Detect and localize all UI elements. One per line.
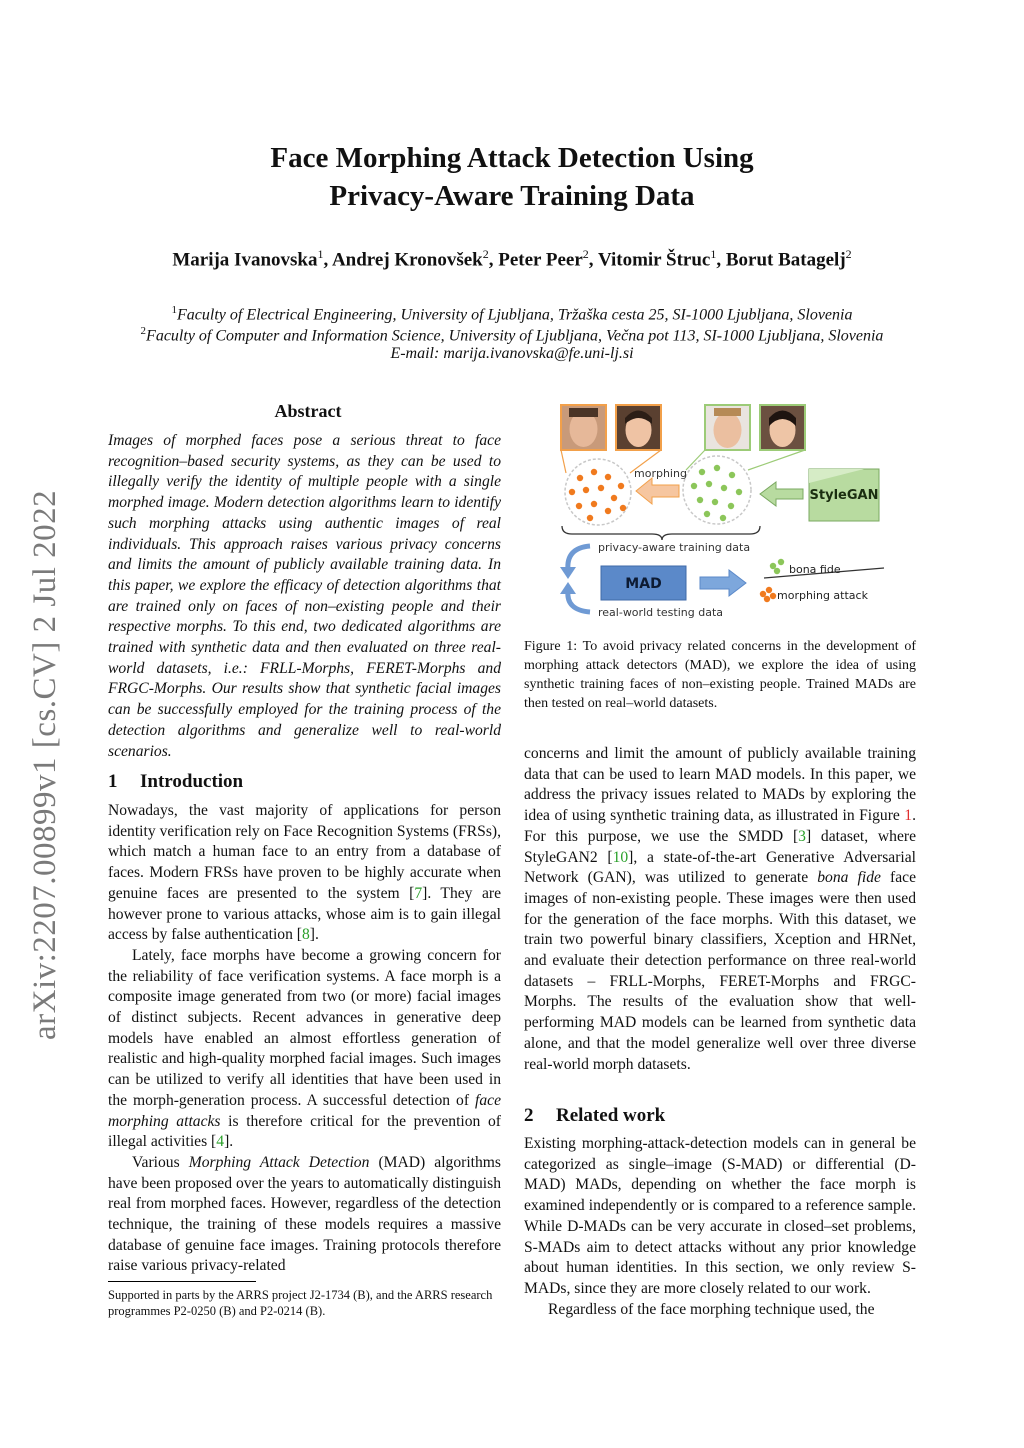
paragraph: Lately, face morphs have become a growing concern for the reliability of face verification systems. A face morph is a composite image generated from two (or more) facial images of distinct subjects. Recent advances in generative deep models have enabled an almost effortless generation of realistic and high-quality morphed facial images. Such images can be utilized to verify all identities that have been used in the morph-generation process. A successful detection of face morphing attacks is therefore critical for the prevention of illegal activities [4]. [108,946,501,1151]
section-title: Introduction [140,771,244,792]
author-affiliation-mark: 2 [582,247,589,261]
real-face-1-image [561,405,606,450]
testing-flow-arrow [568,591,590,612]
section-number: 2 [524,1105,534,1126]
mad-label: MAD [625,576,662,592]
training-flow-arrow [568,546,590,570]
citation-link[interactable]: 7 [414,884,423,902]
affiliation-text: Faculty of Electrical Engineering, University of Ljubljana, Tržaška cesta 25, SI-1000 Ljubljana, Slovenia [177,306,853,324]
paragraph: concerns and limit the amount of publicly available training data that can be used to learn MAD models. In this paper, we address the privacy issues related to MADs by exploring the idea of using synthetic training data, as illustrated in Figure 1. For this purpose, we use the SMDD [3] dataset, where StyleGAN2 [10], a state-of-the-art Generative Adversarial Network (GAN), was utilized to generate bona fide face images of non-existing people. These images were then used for the generation of the face morphs. With this dataset, we train two powerful binary classifiers, Xception and HRNet, and evaluate their detection performance on three real-world datasets – FRLL-Morphs, FERET-Morphs and FRGC-Morphs. The results of the evaluation show that well-performing MAD models can be learned from synthetic data alone, and that the model generalize well over three diverse real-world morph datasets. [524,745,916,1073]
author-name: Vitomir Štruc [597,249,711,271]
figure-reference-link[interactable]: 1 [904,807,913,825]
connector-lines-synthetic [686,450,805,470]
morphing-attack-label: morphing attack [777,589,868,602]
affiliation-mark: 1 [171,304,177,316]
morphing-arrow [636,478,679,504]
author-name: Borut Batagelj [725,249,846,271]
stylegan-label: StyleGAN [809,488,879,503]
contact-email: E-mail: marija.ivanovska@fe.uni-lj.si [390,345,634,362]
section-heading-related-work [524,1105,665,1127]
introduction-body [108,801,501,1277]
figure-1 [524,398,916,628]
training-data-brace [562,526,760,540]
figure-diagram [524,398,916,628]
author-name: Andrej Kronovšek [331,249,483,271]
affiliation-text: Faculty of Computer and Information Science, University of Ljubljana, Večna pot 113, SI-1000 Ljubljana, Slovenia [146,327,884,345]
bona-fide-label: bona fide [789,563,841,576]
synthetic-face-1-image [705,405,750,450]
morph-sample-dots [569,469,626,521]
introduction-continued [524,744,916,1075]
citation-link[interactable]: 3 [798,827,806,845]
author-affiliation-mark: 2 [845,247,852,261]
author-list: Marija Ivanovska$^1$, Andrej Kronovšek$^2$, Peter Peer$^2$, Vitomir Štruc$^1$, Borut Batagelj$^2$ [172,247,852,271]
paragraph: Nowadays, the vast majority of applications for person identity verification rely on Face Recognition Systems (FRSs), which match a human face to an entry from a database of faces. Modern FRSs have proven to be highly accurate when genuine faces are presented to the system [7]. They are however prone to various attacks, whose aim is to gain illegal access by false authentication [8]. [108,802,501,944]
generation-arrow [760,482,803,506]
output-arrow [700,570,746,596]
related-work-body [524,1134,916,1320]
morphing-label: morphing [634,467,687,480]
paragraph: Existing morphing-attack-detection models can in general be categorized as single–image (S-MAD) or differential (D-MAD) MADs, depending on whether the face morph is examined independently or is compared to a reference sample. While D-MADs can be very accurate in closed–set problems, S-MADs aim to detect attacks without any prior knowledge about human identities. In this section, we only review S-MADs, since they are more closely related to our work. [524,1135,916,1297]
figure-1-caption: Figure 1: To avoid privacy related concerns in the development of morphing attack detectors (MAD), we explore the idea of using synthetic training faces of non–existing people. Trained MADs are then tested on real–world datasets. [524,639,916,711]
section-title: Related work [556,1105,666,1126]
paper-title-line2: Privacy-Aware Training Data [329,180,695,212]
bona-fide-sample-dots [691,465,742,521]
section-number: 1 [108,771,118,792]
author-name: Marija Ivanovska [172,249,318,271]
footnote-rule [108,1281,256,1282]
arxiv-identifier: arXiv:2207.00899v1 [cs.CV] 2 Jul 2022 [27,489,63,1040]
paper-title-line1: Face Morphing Attack Detection Using [270,142,754,174]
paragraph: Regardless of the face morphing technique used, the [548,1300,875,1318]
attack-output-dots [760,587,776,602]
citation-link[interactable]: 8 [301,926,310,944]
abstract-heading: Abstract [274,401,342,421]
synthetic-face-2-image [760,405,805,450]
real-face-2-image [616,405,661,450]
abstract-text: Images of morphed faces pose a serious threat to face recognition–based security systems, as they can be used to illegally verify the identity of multiple people with a single morphed image. Modern detection algorithms learn to identify such morphing attacks using authentic images of real individuals. This approach raises various privacy concerns and limits the amount of publicly available training data. In this paper, we explore the efficacy of detection algorithms that are trained only on faces of non–existing people and their respective morphs. To this end, two dedicated algorithms are trained with synthetic data and then evaluated on three real-world datasets, i.e.: FRLL-Morphs, FERET-Morphs and FRGC-Morphs. Our results show that synthetic facial images can be successfully employed for the training process of the detection algorithms and generalize well to real-world scenarios. [108,432,501,760]
bona-fide-output-dots [770,559,784,574]
author-affiliation-mark: 1 [317,247,324,261]
affiliation-mark: 2 [140,325,147,337]
section-heading-introduction [108,771,243,793]
paragraph: Various Morphing Attack Detection (MAD) algorithms have been proposed over the years to automatically distinguish real from morphed faces. However, regardless of the detection technique, the training of these models requires a massive database of genuine face images. Training protocols therefore raise various privacy-related [108,1153,501,1275]
author-affiliation-mark: 2 [482,247,489,261]
citation-link[interactable]: 10 [612,848,629,866]
author-affiliation-mark: 1 [710,247,717,261]
citation-link[interactable]: 4 [216,1133,225,1151]
footnote: Supported in parts by the ARRS project J2-1734 (B), and the ARRS research programmes P2-0250 (B) and P2-0214 (B). [108,1288,493,1318]
privacy-aware-training-label: privacy-aware training data [598,541,751,554]
real-world-testing-label: real-world testing data [598,606,724,619]
author-name: Peter Peer [498,249,583,271]
